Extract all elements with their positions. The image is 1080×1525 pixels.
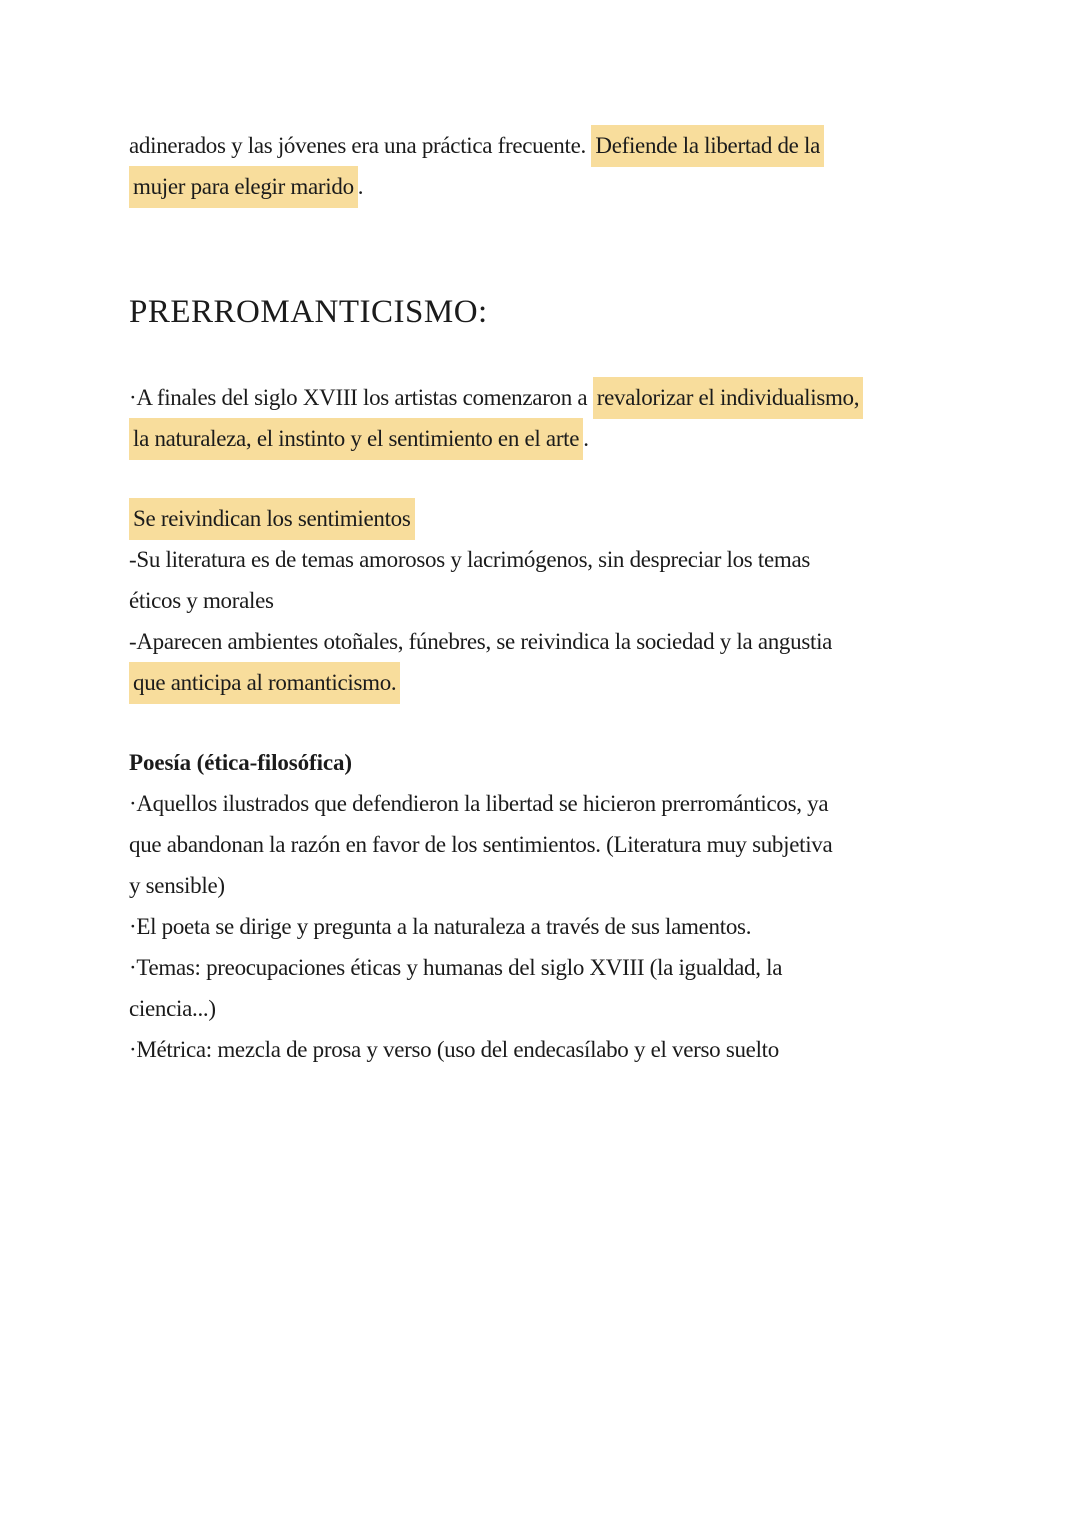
text-segment: ·Aquellos ilustrados que defendieron la libertad se hicieron prerrománticos, ya — [129, 791, 829, 816]
highlighted-text: Se reivindican los sentimientos — [129, 498, 415, 540]
highlighted-text: revalorizar el individualismo, — [593, 377, 863, 419]
section-heading: PRERROMANTICISMO: — [129, 294, 488, 330]
text-line — [129, 377, 1020, 418]
text-segment: . — [357, 174, 364, 199]
text-segment: y sensible) — [129, 873, 225, 898]
text-segment: ·Métrica: mezcla de prosa y verso (uso del endecasílabo y el verso suelto — [129, 1037, 779, 1062]
text-line — [129, 166, 1020, 207]
text-segment: ·El poeta se dirige y pregunta a la naturaleza a través de sus lamentos. — [129, 914, 752, 939]
paragraph — [129, 377, 1020, 459]
text-line — [129, 906, 1020, 947]
highlighted-text: mujer para elegir marido — [129, 166, 358, 208]
paragraph — [129, 498, 1020, 703]
text-segment: ·A finales del siglo XVIII los artistas comenzaron a — [129, 385, 593, 410]
text-segment: ·Temas: preocupaciones éticas y humanas del siglo XVIII (la igualdad, la — [129, 955, 783, 980]
text-segment: ciencia...) — [129, 996, 216, 1021]
highlighted-text: Defiende la libertad de la — [591, 125, 824, 167]
text-line — [129, 824, 1020, 865]
text-line — [129, 418, 1020, 459]
text-segment: Poesía (ética-filosófica) — [129, 750, 352, 775]
text-line — [129, 742, 1020, 783]
text-line — [129, 988, 1020, 1029]
text-line — [129, 539, 1020, 580]
highlighted-text: que anticipa al romanticismo. — [129, 662, 400, 704]
text-line — [129, 621, 1020, 662]
highlighted-text: la naturaleza, el instinto y el sentimiento en el arte — [129, 418, 583, 460]
paragraph — [129, 125, 1020, 207]
text-line — [129, 662, 1020, 703]
text-line — [129, 498, 1020, 539]
text-line — [129, 125, 1020, 166]
text-line — [129, 865, 1020, 906]
text-line — [129, 1029, 1020, 1070]
text-segment: que abandonan la razón en favor de los sentimientos. (Literatura muy subjetiva — [129, 832, 833, 857]
text-segment: éticos y morales — [129, 588, 274, 613]
paragraph — [129, 742, 1020, 1070]
text-segment: -Aparecen ambientes otoñales, fúnebres, se reivindica la sociedad y la angustia — [129, 629, 833, 654]
text-segment: . — [583, 426, 589, 451]
text-line — [129, 580, 1020, 621]
text-line — [129, 783, 1020, 824]
text-segment: adinerados y las jóvenes era una práctica frecuente. — [129, 133, 592, 158]
text-segment: -Su literatura es de temas amorosos y lacrimógenos, sin despreciar los temas — [129, 547, 811, 572]
text-line — [129, 947, 1020, 988]
